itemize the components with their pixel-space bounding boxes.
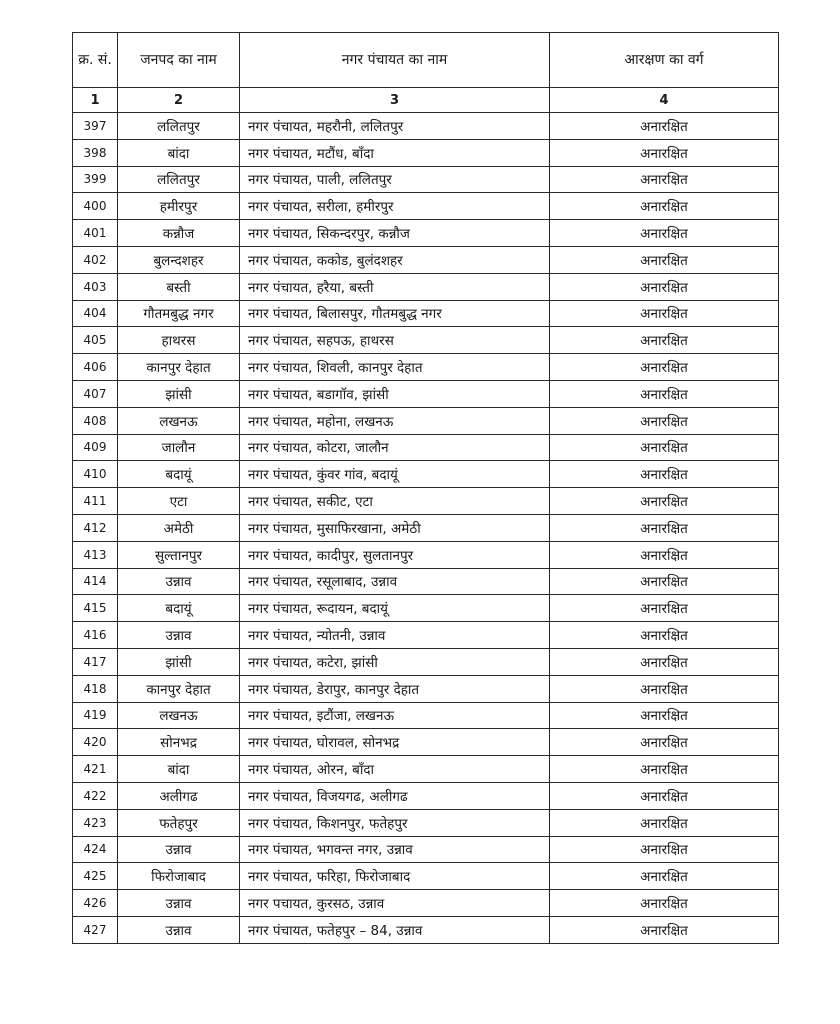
table-row <box>73 702 779 729</box>
category-cell: अनारक्षित <box>550 380 779 407</box>
district-cell: कन्नौज <box>118 220 240 247</box>
panchayat-cell: नगर पंचायत, न्योतनी, उन्नाव <box>240 622 550 649</box>
category-cell: अनारक्षित <box>550 622 779 649</box>
category-cell: अनारक्षित <box>550 246 779 273</box>
serial-number-cell: 426 <box>73 890 118 917</box>
district-cell: हमीरपुर <box>118 193 240 220</box>
panchayat-cell: नगर पंचायत, घोरावल, सोनभद्र <box>240 729 550 756</box>
panchayat-cell: नगर पंचायत, कटेरा, झांसी <box>240 648 550 675</box>
category-cell: अनारक्षित <box>550 327 779 354</box>
district-cell: लखनऊ <box>118 407 240 434</box>
panchayat-cell: नगर पचायत, कुरसठ, उन्नाव <box>240 890 550 917</box>
panchayat-cell: नगर पंचायत, मुसाफिरखाना, अमेठी <box>240 514 550 541</box>
serial-number-cell: 402 <box>73 246 118 273</box>
district-cell: लखनऊ <box>118 702 240 729</box>
header-panchayat: नगर पंचायत का नाम <box>240 33 550 88</box>
category-cell: अनारक्षित <box>550 220 779 247</box>
category-cell: अनारक्षित <box>550 541 779 568</box>
serial-number-cell: 414 <box>73 568 118 595</box>
table-row <box>73 139 779 166</box>
serial-number-cell: 425 <box>73 863 118 890</box>
table-row <box>73 514 779 541</box>
category-cell: अनारक्षित <box>550 890 779 917</box>
category-cell: अनारक्षित <box>550 782 779 809</box>
serial-number-cell: 409 <box>73 434 118 461</box>
district-cell: सुल्तानपुर <box>118 541 240 568</box>
serial-number-cell: 423 <box>73 809 118 836</box>
panchayat-cell: नगर पंचायत, मटौंध, बाँदा <box>240 139 550 166</box>
category-cell: अनारक्षित <box>550 514 779 541</box>
district-cell: बस्ती <box>118 273 240 300</box>
serial-number-cell: 403 <box>73 273 118 300</box>
serial-number-cell: 415 <box>73 595 118 622</box>
panchayat-cell: नगर पंचायत, पाली, ललितपुर <box>240 166 550 193</box>
district-cell: अमेठी <box>118 514 240 541</box>
category-cell: अनारक्षित <box>550 193 779 220</box>
category-cell: अनारक्षित <box>550 595 779 622</box>
serial-number-cell: 406 <box>73 354 118 381</box>
category-cell: अनारक्षित <box>550 434 779 461</box>
table-row <box>73 756 779 783</box>
district-cell: उन्नाव <box>118 622 240 649</box>
column-number: 1 <box>73 88 118 113</box>
category-cell: अनारक्षित <box>550 809 779 836</box>
table-row <box>73 166 779 193</box>
category-cell: अनारक्षित <box>550 729 779 756</box>
table-row <box>73 300 779 327</box>
panchayat-cell: नगर पंचायत, ककोड, बुलंदशहर <box>240 246 550 273</box>
serial-number-cell: 404 <box>73 300 118 327</box>
reservation-table <box>72 32 779 944</box>
header-district: जनपद का नाम <box>118 33 240 88</box>
table-row <box>73 809 779 836</box>
category-cell: अनारक्षित <box>550 300 779 327</box>
serial-number-cell: 427 <box>73 916 118 943</box>
district-cell: झांसी <box>118 648 240 675</box>
header-category: आरक्षण का वर्ग <box>550 33 779 88</box>
serial-number-cell: 398 <box>73 139 118 166</box>
serial-number-cell: 399 <box>73 166 118 193</box>
panchayat-cell: नगर पंचायत, विजयगढ, अलीगढ <box>240 782 550 809</box>
category-cell: अनारक्षित <box>550 488 779 515</box>
serial-number-cell: 411 <box>73 488 118 515</box>
district-cell: झांसी <box>118 380 240 407</box>
serial-number-cell: 400 <box>73 193 118 220</box>
district-cell: बदायूं <box>118 595 240 622</box>
panchayat-cell: नगर पंचायत, डेरापुर, कानपुर देहात <box>240 675 550 702</box>
panchayat-cell: नगर पंचायत, भगवन्त नगर, उन्नाव <box>240 836 550 863</box>
category-cell: अनारक्षित <box>550 354 779 381</box>
serial-number-cell: 413 <box>73 541 118 568</box>
panchayat-cell: नगर पंचायत, इटौंजा, लखनऊ <box>240 702 550 729</box>
panchayat-cell: नगर पंचायत, बिलासपुर, गौतमबुद्ध नगर <box>240 300 550 327</box>
district-cell: कानपुर देहात <box>118 675 240 702</box>
district-cell: उन्नाव <box>118 836 240 863</box>
serial-number-cell: 397 <box>73 113 118 140</box>
panchayat-cell: नगर पंचायत, सहपऊ, हाथरस <box>240 327 550 354</box>
category-cell: अनारक्षित <box>550 113 779 140</box>
table-row <box>73 782 779 809</box>
serial-number-cell: 419 <box>73 702 118 729</box>
district-cell: ललितपुर <box>118 113 240 140</box>
table-row <box>73 354 779 381</box>
district-cell: जालौन <box>118 434 240 461</box>
table-row <box>73 595 779 622</box>
panchayat-cell: नगर पंचायत, रसूलाबाद, उन्नाव <box>240 568 550 595</box>
table-header <box>73 33 779 113</box>
table-row <box>73 729 779 756</box>
header-row <box>73 33 779 88</box>
serial-number-cell: 410 <box>73 461 118 488</box>
district-cell: बुलन्दशहर <box>118 246 240 273</box>
category-cell: अनारक्षित <box>550 702 779 729</box>
district-cell: बांदा <box>118 139 240 166</box>
table-row <box>73 863 779 890</box>
table-row <box>73 622 779 649</box>
category-cell: अनारक्षित <box>550 756 779 783</box>
district-cell: अलीगढ <box>118 782 240 809</box>
district-cell: हाथरस <box>118 327 240 354</box>
table-row <box>73 380 779 407</box>
document-sheet <box>72 32 778 944</box>
table-body <box>73 113 779 944</box>
district-cell: कानपुर देहात <box>118 354 240 381</box>
serial-number-cell: 407 <box>73 380 118 407</box>
panchayat-cell: नगर पंचायत, शिवली, कानपुर देहात <box>240 354 550 381</box>
category-cell: अनारक्षित <box>550 407 779 434</box>
header-serial: क्र. सं. <box>73 33 118 88</box>
category-cell: अनारक्षित <box>550 461 779 488</box>
table-row <box>73 273 779 300</box>
column-number: 4 <box>550 88 779 113</box>
table-row <box>73 541 779 568</box>
serial-number-cell: 401 <box>73 220 118 247</box>
table-row <box>73 916 779 943</box>
district-cell: सोनभद्र <box>118 729 240 756</box>
table-row <box>73 461 779 488</box>
table-row <box>73 113 779 140</box>
category-cell: अनारक्षित <box>550 273 779 300</box>
panchayat-cell: नगर पंचायत, हरैया, बस्ती <box>240 273 550 300</box>
category-cell: अनारक्षित <box>550 648 779 675</box>
serial-number-cell: 422 <box>73 782 118 809</box>
panchayat-cell: नगर पंचायत, सिकन्दरपुर, कन्नौज <box>240 220 550 247</box>
table-row <box>73 648 779 675</box>
district-cell: उन्नाव <box>118 568 240 595</box>
panchayat-cell: नगर पंचायत, महरौनी, ललितपुर <box>240 113 550 140</box>
district-cell: ललितपुर <box>118 166 240 193</box>
panchayat-cell: नगर पंचायत, फतेहपुर – 84, उन्नाव <box>240 916 550 943</box>
serial-number-cell: 417 <box>73 648 118 675</box>
category-cell: अनारक्षित <box>550 863 779 890</box>
category-cell: अनारक्षित <box>550 836 779 863</box>
column-number: 2 <box>118 88 240 113</box>
table-row <box>73 836 779 863</box>
table-row <box>73 246 779 273</box>
panchayat-cell: नगर पंचायत, कोटरा, जालौन <box>240 434 550 461</box>
category-cell: अनारक्षित <box>550 675 779 702</box>
district-cell: बांदा <box>118 756 240 783</box>
serial-number-cell: 420 <box>73 729 118 756</box>
category-cell: अनारक्षित <box>550 916 779 943</box>
table-row <box>73 193 779 220</box>
category-cell: अनारक्षित <box>550 568 779 595</box>
panchayat-cell: नगर पंचायत, फरिहा, फिरोजाबाद <box>240 863 550 890</box>
serial-number-cell: 405 <box>73 327 118 354</box>
district-cell: एटा <box>118 488 240 515</box>
column-number: 3 <box>240 88 550 113</box>
serial-number-cell: 412 <box>73 514 118 541</box>
table-row <box>73 488 779 515</box>
table-row <box>73 407 779 434</box>
panchayat-cell: नगर पंचायत, कुंवर गांव, बदायूं <box>240 461 550 488</box>
serial-number-cell: 416 <box>73 622 118 649</box>
panchayat-cell: नगर पंचायत, किशनपुर, फतेहपुर <box>240 809 550 836</box>
panchayat-cell: नगर पंचायत, सरीला, हमीरपुर <box>240 193 550 220</box>
district-cell: गौतमबुद्ध नगर <box>118 300 240 327</box>
table-row <box>73 327 779 354</box>
serial-number-cell: 424 <box>73 836 118 863</box>
category-cell: अनारक्षित <box>550 166 779 193</box>
panchayat-cell: नगर पंचायत, सकीट, एटा <box>240 488 550 515</box>
table-row <box>73 890 779 917</box>
table-row <box>73 434 779 461</box>
district-cell: उन्नाव <box>118 916 240 943</box>
panchayat-cell: नगर पंचायत, ओरन, बाँदा <box>240 756 550 783</box>
panchayat-cell: नगर पंचायत, महोना, लखनऊ <box>240 407 550 434</box>
district-cell: बदायूं <box>118 461 240 488</box>
table-row <box>73 220 779 247</box>
serial-number-cell: 421 <box>73 756 118 783</box>
district-cell: उन्नाव <box>118 890 240 917</box>
serial-number-cell: 418 <box>73 675 118 702</box>
column-number-row <box>73 88 779 113</box>
serial-number-cell: 408 <box>73 407 118 434</box>
category-cell: अनारक्षित <box>550 139 779 166</box>
table-row <box>73 675 779 702</box>
district-cell: फिरोजाबाद <box>118 863 240 890</box>
district-cell: फतेहपुर <box>118 809 240 836</box>
table-row <box>73 568 779 595</box>
panchayat-cell: नगर पंचायत, रूदायन, बदायूं <box>240 595 550 622</box>
panchayat-cell: नगर पंचायत, कादीपुर, सुलतानपुर <box>240 541 550 568</box>
panchayat-cell: नगर पंचायत, बडागॉव, झांसी <box>240 380 550 407</box>
